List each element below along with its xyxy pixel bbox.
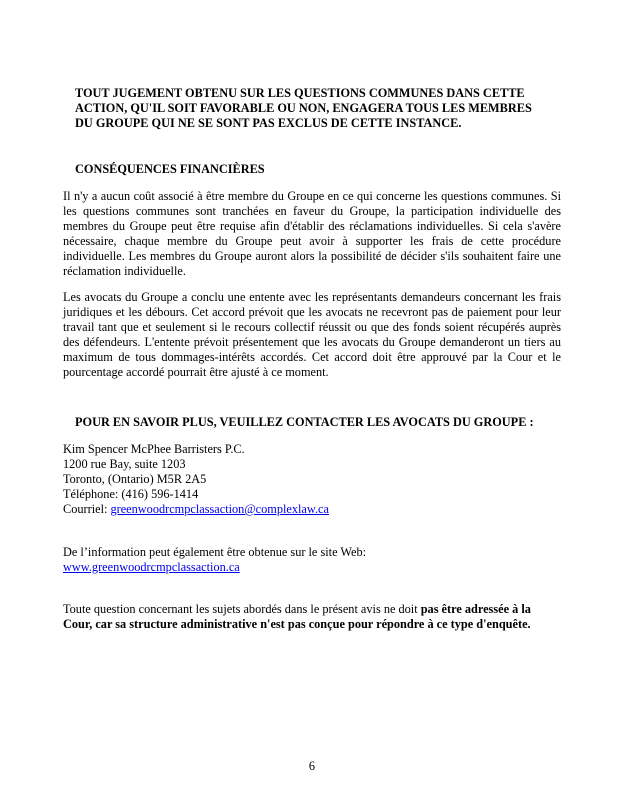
contact-heading: POUR EN SAVOIR PLUS, VEUILLEZ CONTACTER LES AVOCATS DU GROUPE :: [75, 415, 534, 429]
website-link[interactable]: www.greenwoodrcmpclassaction.ca: [63, 560, 240, 574]
address-line-2: Toronto, (Ontario) M5R 2A5: [63, 472, 207, 486]
notice-line: ACTION, QU'IL SOIT FAVORABLE OU NON, ENGAGERA TOUS LES MEMBRES: [75, 101, 532, 115]
page-number: 6: [308, 759, 316, 773]
email-label: Courriel:: [63, 502, 111, 516]
website-link-line: [63, 560, 561, 575]
phone-line: Téléphone: (416) 596-1414: [63, 487, 199, 501]
judgment-binding-notice: [75, 86, 561, 131]
closing-note-bold-text: pas être adressée à la Cour, car sa structure administrative n'est pas conçue pour répondre à ce type d'enquête.: [63, 602, 531, 631]
contact-block: [63, 442, 561, 517]
costs-paragraph: Il n'y a aucun coût associé à être membre du Groupe en ce qui concerne les questions communes. Si les questions communes sont tranchées en faveur du Groupe, la participation individuelle des membres du Groupe peut être requise afin d'établir des réclamations individuelles. Si cela s'avère nécessaire, chaque membre du Groupe peut avoir à supporter les frais de cette procédure individuelle. Les membres du Groupe auront alors la possibilité de décider s'ils souhaitent faire une réclamation individuelle.: [63, 189, 561, 278]
closing-note: [63, 602, 561, 632]
notice-line: TOUT JUGEMENT OBTENU SUR LES QUESTIONS COMMUNES DANS CETTE: [75, 86, 525, 100]
fees-agreement-paragraph: Les avocats du Groupe a conclu une entente avec les représentants demandeurs concernant les frais juridiques et les débours. Cet accord prévoit que les avocats ne recevront pas de paiement pour leur travail tant que et seulement si le recours collectif réussit ou que des fonds soient récupérés auprès des défendeurs. L'entente prévoit présentement que les avocats du Groupe demanderont un tiers au maximum de tous dommages-intérêts accordés. Cet accord doit être approuvé par la Cour et le pourcentage accordé pourrait être ajusté à ce moment.: [63, 290, 561, 379]
website-info-line: De l’information peut également être obtenue sur le site Web:: [63, 545, 367, 559]
notice-line: DU GROUPE QUI NE SE SONT PAS EXCLUS DE CETTE INSTANCE.: [75, 116, 462, 130]
firm-name: Kim Spencer McPhee Barristers P.C.: [63, 442, 245, 456]
website-block: [63, 545, 561, 575]
email-line: [63, 502, 561, 517]
address-line-1: 1200 rue Bay, suite 1203: [63, 457, 186, 471]
financial-consequences-heading: CONSÉQUENCES FINANCIÈRES: [75, 162, 265, 176]
closing-note-regular-text: Toute question concernant les sujets abordés dans le présent avis ne doit: [63, 602, 421, 616]
email-link[interactable]: greenwoodrcmpclassaction@complexlaw.ca: [110, 502, 329, 516]
